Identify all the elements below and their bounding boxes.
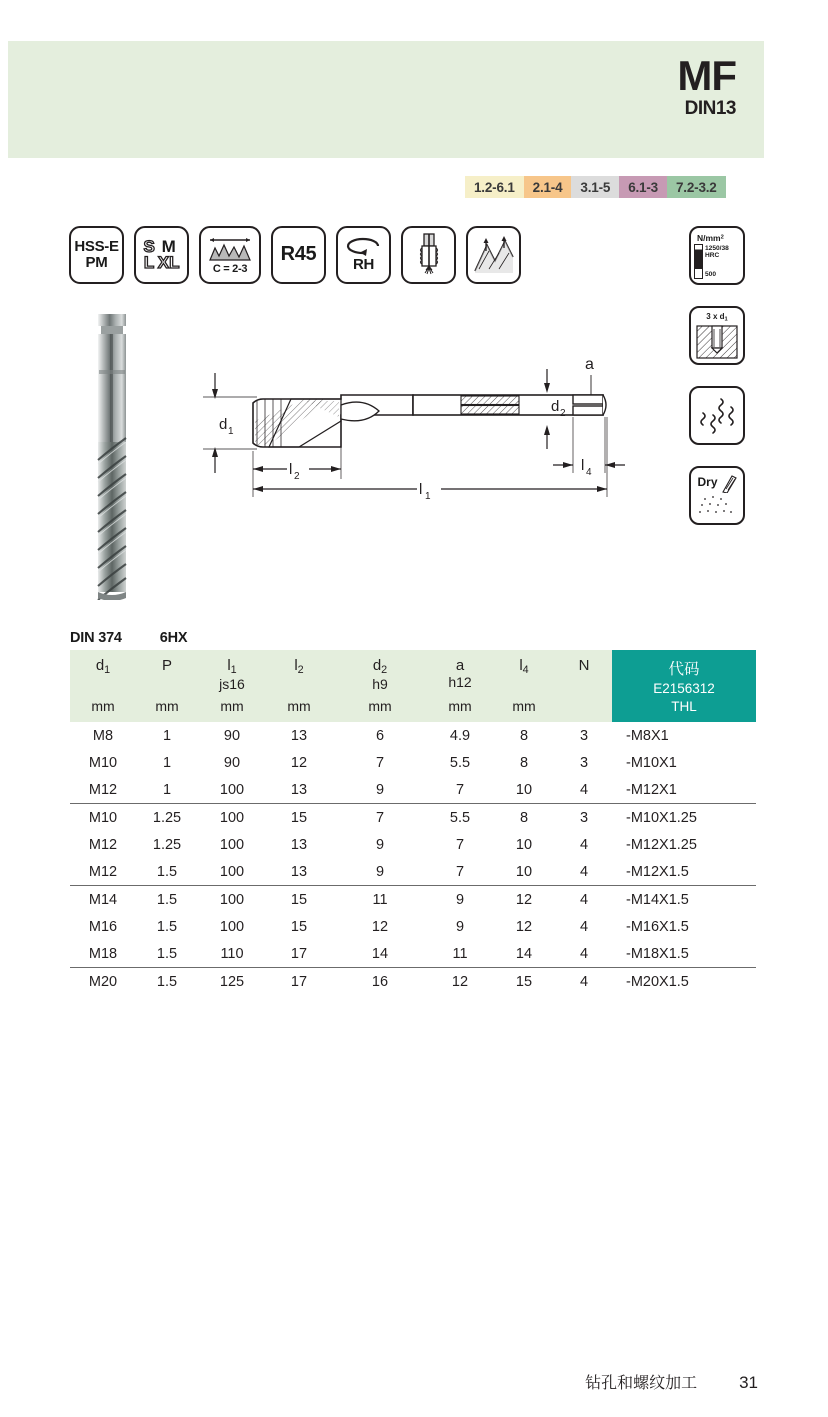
cell-p: 1.5 — [156, 864, 178, 880]
cell-d2: 7 — [375, 755, 385, 771]
svg-text:1: 1 — [425, 491, 431, 502]
cell-p: 1.5 — [136, 886, 198, 914]
cell-d1: M10 — [88, 755, 118, 771]
cell-l4: 10 — [515, 864, 533, 880]
cell-n: 4 — [579, 919, 589, 935]
cell-a: 9 — [428, 886, 492, 914]
cell-d2: 11 — [332, 886, 428, 914]
category-tab-1[interactable]: 1.2-6.1 — [465, 176, 524, 198]
cell-n: 3 — [556, 804, 612, 832]
rake-angle-label: R45 — [280, 243, 317, 266]
category-tabs — [465, 176, 726, 198]
specification-table — [70, 650, 756, 995]
cell-p: 1.25 — [136, 804, 198, 832]
cell-d1: M8 — [92, 728, 114, 744]
cell-d2: 9 — [375, 837, 385, 853]
cell-l4: 8 — [492, 804, 556, 832]
column-header-n: N — [556, 650, 612, 722]
coolant-dry-icon — [689, 466, 745, 525]
cell-l2: 17 — [290, 946, 308, 962]
cell-order-code: -M8X1 — [626, 728, 669, 744]
cell-n: 3 — [579, 728, 589, 744]
cell-order-code: -M20X1.5 — [612, 968, 756, 996]
cell-d1: M18 — [88, 946, 118, 962]
material-strength-icon — [689, 226, 745, 285]
rotation-direction-icon — [336, 226, 391, 284]
cell-l1: 90 — [223, 728, 241, 744]
table-row[interactable] — [70, 940, 756, 968]
cell-p: 1.25 — [152, 837, 182, 853]
cell-d2: 7 — [332, 804, 428, 832]
size-l-label: L — [143, 253, 155, 272]
header-standard: DIN13 — [684, 98, 736, 119]
cell-d1: M12 — [88, 782, 118, 798]
thread-profile-icon — [466, 226, 521, 284]
cell-p: 1 — [162, 782, 172, 798]
cell-p: 1.5 — [156, 946, 178, 962]
size-s-label: S — [143, 236, 155, 256]
coolant-nozzle-glyph — [721, 475, 737, 493]
table-row[interactable] — [70, 749, 756, 776]
material-line2: PM — [85, 254, 108, 271]
table-body — [70, 722, 756, 995]
cell-a: 9 — [455, 919, 465, 935]
cell-d2: 16 — [332, 968, 428, 996]
svg-text:d: d — [219, 416, 228, 433]
table-row[interactable] — [70, 968, 756, 996]
column-header-l4: $l_4$ mm — [492, 650, 556, 722]
header-band — [8, 41, 764, 158]
cell-p: 1 — [162, 755, 172, 771]
category-tab-4[interactable]: 6.1-3 — [619, 176, 667, 198]
cell-a: 5.5 — [449, 755, 471, 771]
cell-a: 7 — [455, 864, 465, 880]
cell-d2: 9 — [375, 782, 385, 798]
footer-category: 钻孔和螺纹加工 — [585, 1375, 698, 1392]
rotation-arrow-glyph — [344, 236, 384, 256]
cell-p: 1.5 — [136, 968, 198, 996]
cell-l4: 15 — [492, 968, 556, 996]
cell-p: 1 — [162, 728, 172, 744]
cell-l4: 10 — [515, 837, 533, 853]
table-row[interactable] — [70, 722, 756, 749]
cell-d1: M12 — [88, 864, 118, 880]
footer-page-number: 31 — [739, 1373, 758, 1392]
cell-l4: 8 — [519, 728, 529, 744]
cell-l2: 15 — [266, 804, 332, 832]
cell-l2: 13 — [290, 837, 308, 853]
cell-l1: 100 — [198, 886, 266, 914]
chip-form-label: C = 2-3 — [212, 262, 248, 275]
svg-text:1: 1 — [228, 426, 234, 437]
cell-l1: 110 — [220, 946, 244, 962]
property-icon-column — [689, 226, 745, 525]
strength-unit-label: $N/mm^2$ — [697, 232, 724, 243]
cell-l1: 100 — [219, 782, 245, 798]
cell-l4: 12 — [492, 886, 556, 914]
cell-l4: 10 — [515, 782, 533, 798]
cell-n: 4 — [579, 864, 589, 880]
through-coolant-glyph — [412, 232, 446, 278]
thread-profile-glyph — [473, 235, 515, 275]
table-row[interactable] — [70, 804, 756, 832]
category-tab-5[interactable]: 7.2-3.2 — [667, 176, 726, 198]
tap-product-photo — [86, 310, 138, 600]
cell-a: 7 — [455, 837, 465, 853]
cell-l2: 15 — [266, 886, 332, 914]
page-title: MF — [677, 52, 736, 99]
cell-n: 4 — [579, 837, 589, 853]
cell-order-code: -M14X1.5 — [612, 886, 756, 914]
svg-text:2: 2 — [560, 408, 566, 419]
rotation-direction-label: RH — [352, 256, 375, 274]
cell-n: 4 — [579, 782, 589, 798]
cell-l4: 8 — [519, 755, 529, 771]
chip-shape-icon — [689, 386, 745, 445]
hole-depth-icon — [689, 306, 745, 365]
hole-depth-label: 3 x $d_1$ — [706, 312, 728, 323]
table-row[interactable] — [70, 858, 756, 886]
table-row[interactable] — [70, 886, 756, 914]
category-tab-2[interactable]: 2.1-4 — [524, 176, 572, 198]
svg-text:l: l — [581, 457, 585, 474]
column-header-l1: $l_1$ js16 mm — [198, 650, 266, 722]
cell-n: 3 — [579, 755, 589, 771]
size-xl-label: XL — [157, 253, 180, 272]
cell-order-code: -M12X1 — [626, 782, 677, 798]
technical-drawing — [195, 355, 665, 515]
cell-d2: 9 — [375, 864, 385, 880]
cell-d2: 14 — [371, 946, 389, 962]
cell-l1: 100 — [219, 864, 245, 880]
rake-angle-icon — [271, 226, 326, 284]
cell-l2: 13 — [290, 728, 308, 744]
column-header-d2: $d_2$ h9 mm — [332, 650, 428, 722]
cell-l1: 100 — [219, 837, 245, 853]
table-row[interactable] — [70, 831, 756, 858]
svg-text:4: 4 — [586, 467, 592, 478]
cell-order-code: -M18X1.5 — [626, 946, 689, 962]
strength-top-label: 1250/38 HRC — [705, 244, 729, 259]
cell-l2: 12 — [290, 755, 308, 771]
cell-order-code: -M12X1.5 — [626, 864, 689, 880]
cell-l4: 12 — [515, 919, 533, 935]
cell-a: 12 — [428, 968, 492, 996]
cell-order-code: -M10X1 — [626, 755, 677, 771]
cell-d2: 6 — [375, 728, 385, 744]
svg-text:2: 2 — [294, 471, 300, 482]
cell-l1: 90 — [223, 755, 241, 771]
cell-order-code: -M12X1.25 — [626, 837, 697, 853]
strength-bottom-label: 500 — [705, 270, 717, 278]
feature-icon-row — [69, 226, 521, 284]
cell-a: 5.5 — [428, 804, 492, 832]
hole-depth-glyph — [696, 325, 738, 359]
svg-text:a: a — [585, 356, 594, 373]
cell-d1: M20 — [70, 968, 136, 996]
table-row[interactable] — [70, 913, 756, 940]
column-header-a: a h12 mm — [428, 650, 492, 722]
cell-n: 4 — [556, 886, 612, 914]
cell-n: 4 — [556, 968, 612, 996]
column-header-l2: $l_2$ mm — [266, 650, 332, 722]
chip-form-icon — [199, 226, 261, 284]
svg-text:l: l — [419, 481, 423, 498]
cell-a: 11 — [452, 946, 468, 962]
cell-l1: 125 — [198, 968, 266, 996]
cell-order-code: -M16X1.5 — [626, 919, 689, 935]
column-header-p: P mm — [136, 650, 198, 722]
column-header-d1: $d_1$ mm — [70, 650, 136, 722]
through-coolant-tap-icon — [401, 226, 456, 284]
table-tolerance-class: 6HX — [159, 630, 188, 646]
cell-d1: M14 — [70, 886, 136, 914]
cell-l2: 13 — [290, 864, 308, 880]
table-title — [70, 630, 187, 646]
cell-d1: M16 — [88, 919, 118, 935]
cell-l1: 100 — [198, 804, 266, 832]
cell-l2: 17 — [266, 968, 332, 996]
table-standard: DIN 374 — [70, 630, 122, 646]
size-range-smlxl-icon — [134, 226, 189, 284]
table-header — [70, 650, 756, 722]
svg-text:l: l — [289, 461, 293, 478]
chip-form-glyph — [207, 236, 253, 262]
coolant-spray-glyph — [697, 493, 737, 517]
cell-l4: 14 — [515, 946, 533, 962]
cell-d1: M10 — [70, 804, 136, 832]
cell-order-code: -M10X1.25 — [612, 804, 756, 832]
cell-l2: 13 — [290, 782, 308, 798]
chip-shape-glyph — [695, 395, 739, 437]
cell-p: 1.5 — [156, 919, 178, 935]
page-footer — [0, 1370, 828, 1393]
cell-a: 7 — [455, 782, 465, 798]
strength-scale-bar — [694, 244, 703, 279]
svg-text:d: d — [551, 398, 560, 415]
cell-l1: 100 — [219, 919, 245, 935]
cell-n: 4 — [579, 946, 589, 962]
material-hss-e-pm-icon — [69, 226, 124, 284]
cell-a: 4.9 — [449, 728, 471, 744]
column-header-order-code: 代码 E2156312 THL — [612, 650, 756, 722]
cell-l2: 15 — [290, 919, 308, 935]
header-code-block — [677, 52, 736, 119]
material-line1: HSS-E — [74, 237, 119, 255]
cell-d1: M12 — [88, 837, 118, 853]
size-m-label: M — [161, 236, 176, 256]
cell-d2: 12 — [371, 919, 389, 935]
table-row[interactable] — [70, 776, 756, 804]
coolant-label: Dry — [697, 474, 718, 489]
category-tab-3[interactable]: 3.1-5 — [571, 176, 619, 198]
